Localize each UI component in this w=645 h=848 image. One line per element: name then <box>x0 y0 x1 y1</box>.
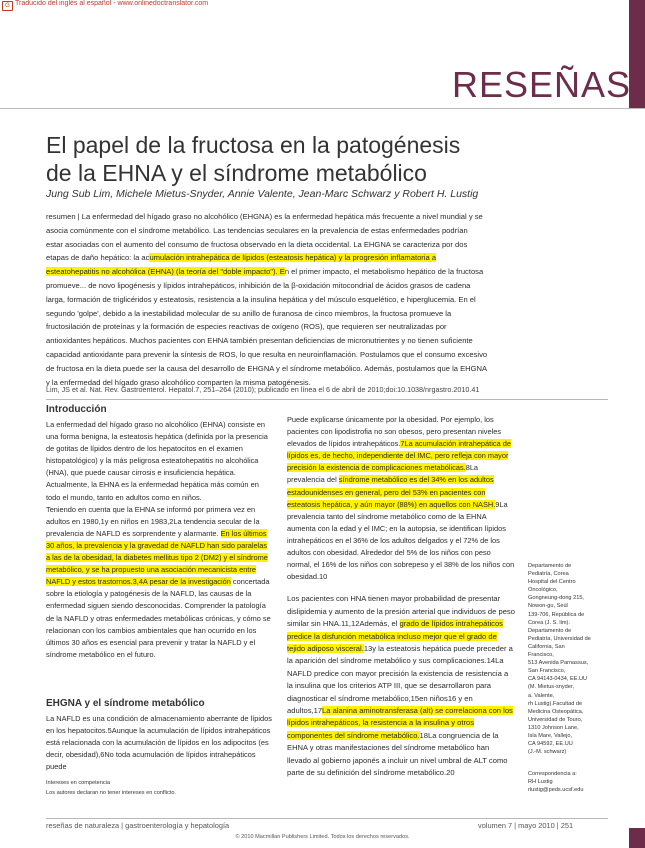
ehgna-section <box>46 698 272 773</box>
affiliation-line: 139-706, República de <box>528 611 585 618</box>
affiliation-line: rh Lustig).Facultad de <box>528 700 583 707</box>
intro-text: Teniendo en cuenta que la EHNA se informó por primera vez en adultos en 1980,1y en niños en 1983,2La tendencia secular de la prevalencia de NAFLD es sorprendente y alarmante. <box>46 504 260 538</box>
correspondence-name: RH Lustig <box>528 779 553 786</box>
header-divider <box>0 108 645 109</box>
article-title <box>46 131 566 187</box>
intro-paragraph-2 <box>46 504 272 661</box>
highlight: En los últimos 30 años, la prevalencia y la gravedad de NAFLD han sido paralelas a las de la obesidad, la diabetes mellitus tipo 2 (DM2) y el síndrome metabólico, y se ha propuesto una asociación mecanicista entre NAFLD y estos trastornos.3,4A pesar de la investigación <box>46 528 268 587</box>
right-text: 18La congruencia de la EHNA y otras manifestaciones del síndrome metabólico han llevado al gobierno japonés a incluir un nivel umbral de ALT como parte de su definición del síndrome metabólico.20 <box>287 730 508 777</box>
abstract-line: larga, formación de triglicéridos y esteatosis, resistencia a la insulina hepática y del músculo esquelético, e hiperglucemia. En el <box>46 294 476 304</box>
abstract-line: estar asociadas con el aumento del consumo de fructosa observado en la dieta occidental. La EHGNA se caracteriza por dos <box>46 239 468 249</box>
ehgna-heading: EHGNA y el síndrome metabólico <box>46 698 205 709</box>
citation-divider <box>46 399 608 400</box>
translate-icon: G <box>2 1 13 11</box>
affiliation-line: Francisco, <box>528 652 554 659</box>
affiliation-line: (J.-M. schwarz) <box>528 749 567 756</box>
abstract <box>46 210 606 389</box>
highlight: umulación intrahepática de lípidos (esteatosis hepática) y la pro <box>149 253 364 263</box>
right-column <box>287 414 515 779</box>
translator-bar[interactable] <box>0 0 645 12</box>
affiliations <box>528 562 598 756</box>
abstract-text: etapas de daño hepático: la ac <box>46 253 150 263</box>
highlight: esteatohepatitis no alcohólica (EHNA) (la teoría del "doble impacto"). E <box>46 267 285 277</box>
author-list: Jung Sub Lim, Michele Mietus-Snyder, Annie Valente, Jean-Marc Schwarz y Robert H. Lustig <box>46 188 479 200</box>
correspondence-email[interactable]: rlustig@peds.ucsf.edu <box>528 787 584 794</box>
abstract-line: promueve... de novo lipogénesis y lípidos intrahepáticos, inhibición de la β-oxidación mitocondrial de ácidos grasos de cadena <box>46 280 471 290</box>
affiliation-line: CA 94143-0434, EE.UU <box>528 676 588 683</box>
affiliation-line: California, San <box>528 643 565 650</box>
footer-journal: reseñas de naturaleza | gastroenterología y hepatología <box>46 821 230 830</box>
highlight: gresión inflamatoria a <box>363 253 437 263</box>
title-line-1: El papel de la fructosa en la patogénesis <box>46 132 461 158</box>
right-text: 8La prevalencia del <box>287 463 479 485</box>
abstract-line <box>46 265 606 279</box>
copyright: © 2010 Macmillan Publishers Limited. Todos los derechos reservados. <box>235 834 410 840</box>
abstract-line <box>46 251 606 265</box>
footnote <box>46 778 272 798</box>
affiliation-line: San Francisco, <box>528 668 566 675</box>
highlight: 7La acumulación intrahepática de lípidos es, de hecho, independiente del IMC, pero refleja con mayor precisión la existencia de complicaciones metabólicas. <box>287 439 511 473</box>
affiliation-line: Gongneung-dong 215, <box>528 595 584 602</box>
affiliation-line: Hospital del Centro Oncológico, <box>528 579 576 594</box>
highlight: síndrome metabólico es del 34% en los adultos estadounidenses en general, pero del 53% en pacientes con esteatosis hepática, y aún mayor (88%) en aquellos con NASH. <box>287 475 496 509</box>
affiliation-line: CA 94592, EE.UU <box>528 741 573 748</box>
right-paragraph-1 <box>287 414 515 583</box>
affiliation-line: Isla Mare, Vallejo, <box>528 732 573 739</box>
affiliation-line: 513 Avenida Parnassus, <box>528 660 589 667</box>
right-text: Los pacientes con HNA tienen mayor probabilidad de presentar dislipidemia y aumento de la presión arterial que individuos de peso similar sin HNA.11,12Además, el <box>287 594 515 629</box>
right-text: 13y la esteatosis hepática puede preceder a la aparición del síndrome metabólico y sus complicaciones.14La NAFLD predice con mayor precisión la existencia de resistencia a la insulina que los criterios ATP III, que se desarrollaron para diagnosticar el síndrome metabólico,15en niños16 y en adultos,17 <box>287 643 513 715</box>
affiliation-line: a. Valente, <box>528 692 555 699</box>
footnote-text: Los autores declaran no tener intereses en conflicto. <box>46 790 176 796</box>
correspondence-label: Correspondencia a: <box>528 771 577 777</box>
affiliation-line: Pediatría, Universidad de <box>528 635 591 642</box>
highlight: grado de lípidos intrahepáticos predice la disfunción metabólica incluso mejor que el grado de tejido adiposo visceral. <box>287 619 503 653</box>
right-text: Puede explicarse únicamente por la obesidad. Por ejemplo, los pacientes con lipodistrofia no son obesos, pero presentan niveles elevados de lípidos intrahepáticos. <box>287 415 502 449</box>
citation: Lim, JS et al. Nat. Rev. Gastroenterol. Hepatol.7, 251–264 (2010); publicado en línea el 6 de abril de 2010;doi:10.1038/nrgastro.2010.41 <box>46 385 480 394</box>
abstract-text: n el primer impacto, el metabolismo hepático de la fructosa <box>284 267 484 277</box>
title-line-2: de la EHNA y el síndrome metabólico <box>46 160 427 186</box>
correspondence <box>528 770 598 794</box>
abstract-line: y la enfermedad del hígado graso alcohólico comparten la misma patogénesis. <box>46 377 311 387</box>
abstract-line: de fructosa en la dieta puede ser la causa del desarrollo de EHGNA y el síndrome metabólico. Además, postulamos que la EHGNA <box>46 363 488 373</box>
right-text: 9La prevalencia tanto del síndrome metabólico como de la EHNA aumenta con la edad y el IMC; en la autopsia, se identifican lípidos intrahepáticos en el 36% de los adultos delgados y el 72% de los adultos con obesidad. Alrededor del 5% de los niños con peso normal, el 16% de los niños con sobrepeso y el 38% de los niños con obesidad.10 <box>287 499 515 582</box>
left-column <box>46 404 272 661</box>
affiliation-line: Universidad de Touro, <box>528 716 583 723</box>
abstract-line: asocia comúnmente con el síndrome metabólico. Las tendencias seculares en la prevalencia de estas enfermedades podrían <box>46 225 468 235</box>
abstract-line: antioxidantes hepáticos. Muchos pacientes con EHNA también presentan deficiencias de micronutrientes y no tienen suficiente <box>46 336 473 346</box>
affiliation-line: Nowon-gu, Seúl <box>528 603 568 610</box>
affiliation-line: (M. Mietus-snyder, <box>528 684 575 691</box>
footnote-title: Intereses en competencia <box>46 780 111 786</box>
affiliation-line: 1310 Johnson Lane, <box>528 724 579 731</box>
footer-divider <box>46 818 608 819</box>
footer-volume: volumen 7 | mayo 2010 | 251 <box>478 821 574 830</box>
ehgna-paragraph: La NAFLD es una condición de almacenamiento aberrante de lípidos en los hepatocitos.5Aunque la acumulación de lípidos intrahepáticos está relacionada con la acumulación de lípidos en los adipocitos (es decir, obesidad),6No toda acumulación de lípidos intrahepáticos puede <box>46 714 272 772</box>
abstract-line: capacidad antioxidante para prevenir la síntesis de ROS, lo que resulta en neuroinflamación. Postulamos que el consumo excesivo <box>46 349 488 359</box>
abstract-line: resumen | La enfermedad del hígado graso no alcohólico (EHGNA) es la enfermedad hepática más frecuente a nivel mundial y se <box>46 212 483 221</box>
affiliation-line: Departamento de <box>528 627 572 634</box>
section-label: RESEÑAS <box>452 64 632 105</box>
translator-bar-text[interactable]: Traducido del inglés al español - www.onlinedoctranslator.com <box>15 0 209 7</box>
affiliation-line: Pediatría, Corea <box>528 571 569 578</box>
affiliation-line: Departamento de <box>528 563 572 569</box>
intro-text: concertada sobre la etiología y patogénesis de la NAFLD, las causas de la enfermedad siguen siendo desconocidas. Comprender la patología de la NAFLD y otras enfermedades metabólicas crónicas, y cómo se relacionan con los cambios ambientales que han ocurrido en los últimos 30 años es esencial para prevenir y tratar la NAFLD y el síndrome metabólico en el futuro. <box>46 577 271 659</box>
abstract-line: segundo 'golpe', debido a la inestabilidad molecular de su anillo de furanosa de cinco miembros, la fructosa promueve la <box>46 308 452 318</box>
abstract-line: fructosilación de proteínas y la formación de especies reactivas de oxígeno (ROS), que requieren ser neutralizadas por <box>46 322 447 332</box>
intro-paragraph-1: La enfermedad del hígado graso no alcohólico (EHNA) consiste en una forma benigna, la esteatosis hepática (definida por la presencia de gotitas de lípidos dentro de los hepatocitos en el examen histopatológico) y la más peligrosa esteatohepatitis no alcohólica (HNA), que puede causar cirrosis e insuficiencia hepática. Actualmente, la EHNA es la enfermedad hepática más común en todo el mundo, tanto en adultos como en niños. <box>46 420 268 502</box>
intro-heading: Introducción <box>46 404 107 415</box>
highlight: La alanina aminotransferasa (alt) se correlaciona con los lípidos intrahepáticos, la resistencia a la insulina y otros componentes del síndrome metabólico. <box>287 705 513 740</box>
section-color-bar <box>629 0 645 108</box>
right-paragraph-2 <box>287 593 515 779</box>
affiliation-line: Corea (J. S. lim). <box>528 619 570 626</box>
affiliation-line: Medicina Osteopática, <box>528 708 584 715</box>
